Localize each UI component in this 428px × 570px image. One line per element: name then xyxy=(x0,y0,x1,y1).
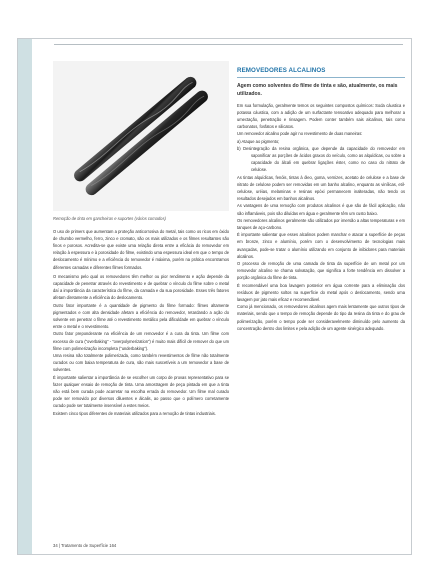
coated-bars-photo xyxy=(53,61,229,211)
right-paragraph-7: O processo de remoção de uma camada de tinta da superfície de um metal por um removedor alcalino se chama solvatação, que significa a forte tendência em dissolver a porção orgânica do filme de tinta. xyxy=(237,261,405,281)
left-paragraph-1: O uso de primers que aumentam a proteção anticorrosiva do metal, tais como os ricos em óxido de chumbo vermelho, ferro, zinco e cromato, são os mais utilizados e os filmes resultantes são finos e porosos. Acredita-se que existe uma relação direta entre a eficácia do removedor em relação à espessura e à porosidade do filme, existindo uma espessura ideal em que o tempo de deslocamento é mínimo e a eficiência do removedor é máxima, porém na prática encontramos diferentes camadas e diferentes filmes formados. xyxy=(53,228,229,270)
magazine-page xyxy=(17,38,412,555)
left-paragraph-4: Outro fator preponderante na eficiência de um removedor é a cura da tinta. Um filme com excesso de cura (“overbaking” - “overpolymerization”) é muito mais difícil de remover do que um filme com polimerização incompleta (“underbaking”). xyxy=(53,331,229,351)
left-paragraph-7: Existem cinco tipos diferentes de materiais utilizados para a remoção de tintas industriais. xyxy=(53,410,216,416)
right-paragraph-3: As tintas alquídicas, fenóis, tintas à óleo, goma, vernizes, acetato de celulose e a base de nitrato de celulose podem ser removidas em um banho alcalino, enquanto as vinílicas, etil-celulose, uréias, melaminas e resinas epóxi permanecem inalteradas, não tendo os resultados desejados em banhos alcalinos. xyxy=(237,174,405,202)
photo-caption: Remoção de tinta em gancheiras e suportes (vários comados) xyxy=(53,216,166,221)
left-paragraph-2: O mecanismo pelo qual os removedores têm melhor ou pior rendimento e ação depende da capacidade de penetrar através do revestimento e de quebrar o vínculo do filme sobre o metal daí a importância da característica do filme, da camada e da sua porosidade. Esses três fatores afetam diretamente a eficiência do deslocamento. xyxy=(53,273,229,301)
top-rule xyxy=(54,44,403,45)
section-intro: Agem como solventes do filme de tinta e são, atualmente, os mais utilizados. xyxy=(237,83,398,97)
right-paragraph-2: Um removedor alcalino pode agir no revestimento de duas maneiras: xyxy=(237,131,363,137)
left-paragraph-3: Outro fator importante é a quantidade de pigmento do filme formado: filmes altamente pigmentados e com alta densidade afetam a eficiência do removedor, retardando a ação do solvente em penetrar o filme até o revestimento metálico pela dificuldade em quebrar o vínculo entre o metal e o revestimento. xyxy=(53,302,229,330)
left-paragraph-6: É importante salientar a importância de se escolher um corpo de provas representativo para se fazer qualquer ensaio de remoção de tinta. Uma amostragem de peça pintada em que a tinta não está bem curada pode acarretar na escolha errada do removedor. Um filme mal curado pode ser removido por diversos diluentes e álcalis, ao passo que o polímero corretamente curado pode ser totalmente insensível a estes meios. xyxy=(53,374,229,409)
page-side-band xyxy=(18,39,32,554)
page-footer: 34 | Tratamento de Superfície 164 xyxy=(53,543,117,548)
section-title: REMOVEDORES ALCALINOS xyxy=(237,67,405,78)
right-paragraph-9: Como já mencionado, os removedores alcalinos agem mais lentamente que outros tipos de materiais, sendo que o tempo de remoção depende do tipo da resina da tinta e do grau de polimerização, porém o tempo pode ser consideravelmente diminuído pelo aumento da concentração dentro dos limites e pela adição de um agente sinérgico adequado. xyxy=(237,304,405,331)
right-column xyxy=(237,67,405,332)
list-item: a) Ataque ao pigmento; xyxy=(237,138,280,144)
mechanism-list xyxy=(237,138,405,174)
right-paragraph-8: É recomendável uma boa lavagem posterior em água corrente para a eliminação dos resíduos de pigmento soltos na superfície do metal após o deslocamento, sendo uma lavagem por jato mais eficaz e recomendável. xyxy=(237,282,405,303)
left-column xyxy=(53,61,229,417)
left-paragraph-5: Uma resina não totalmente polimerizada, como também revestimentos de filme não totalmente curados ou com baixa temperatura de cura, são mais suscetíveis a um removedor a base de solventes. xyxy=(53,352,229,373)
right-paragraph-6: É importante salientar que esses alcalinos podem manchar e atacar a superfície de peças em bronze, zinco e alumínio, porém com o desenvolvimento de tecnologias mais avançadas, pode-se tratar o alumínio utilizando em conjunto de inibidores para materiais alcalinos. xyxy=(237,232,405,259)
right-paragraph-4: As vantagens de uma remoção com produtos alcalinos é que são de fácil aplicação, não são inflamáveis, pois são diluídas em água e geralmente têm um custo baixo. xyxy=(237,203,405,216)
list-item: b) Desintegração da resina orgânica, que depende da capacidade do removedor em saponificar as porções de ácidos graxos do veículo, como as alquídicas, ou sobre a capacidade do álcali em quebrar ligações éster, como no caso do nitrato de celulose. xyxy=(237,145,405,173)
right-paragraph-5: Os removedores alcalinos geralmente são utilizados por imersão a altas temperaturas e em tanques de aço-carbono. xyxy=(237,217,405,231)
right-paragraph-1: Em sua formulação, geralmente temos os seguintes compostos químicos: Soda cáustica e potassa cáustica, com a adição de um surfactante tensoativo adequado para melhorar a umectação, penetração e rinsagem. Podem conter também sais alcalinos, tais como carbonatos, fosfatos e silicatos. xyxy=(237,102,405,130)
